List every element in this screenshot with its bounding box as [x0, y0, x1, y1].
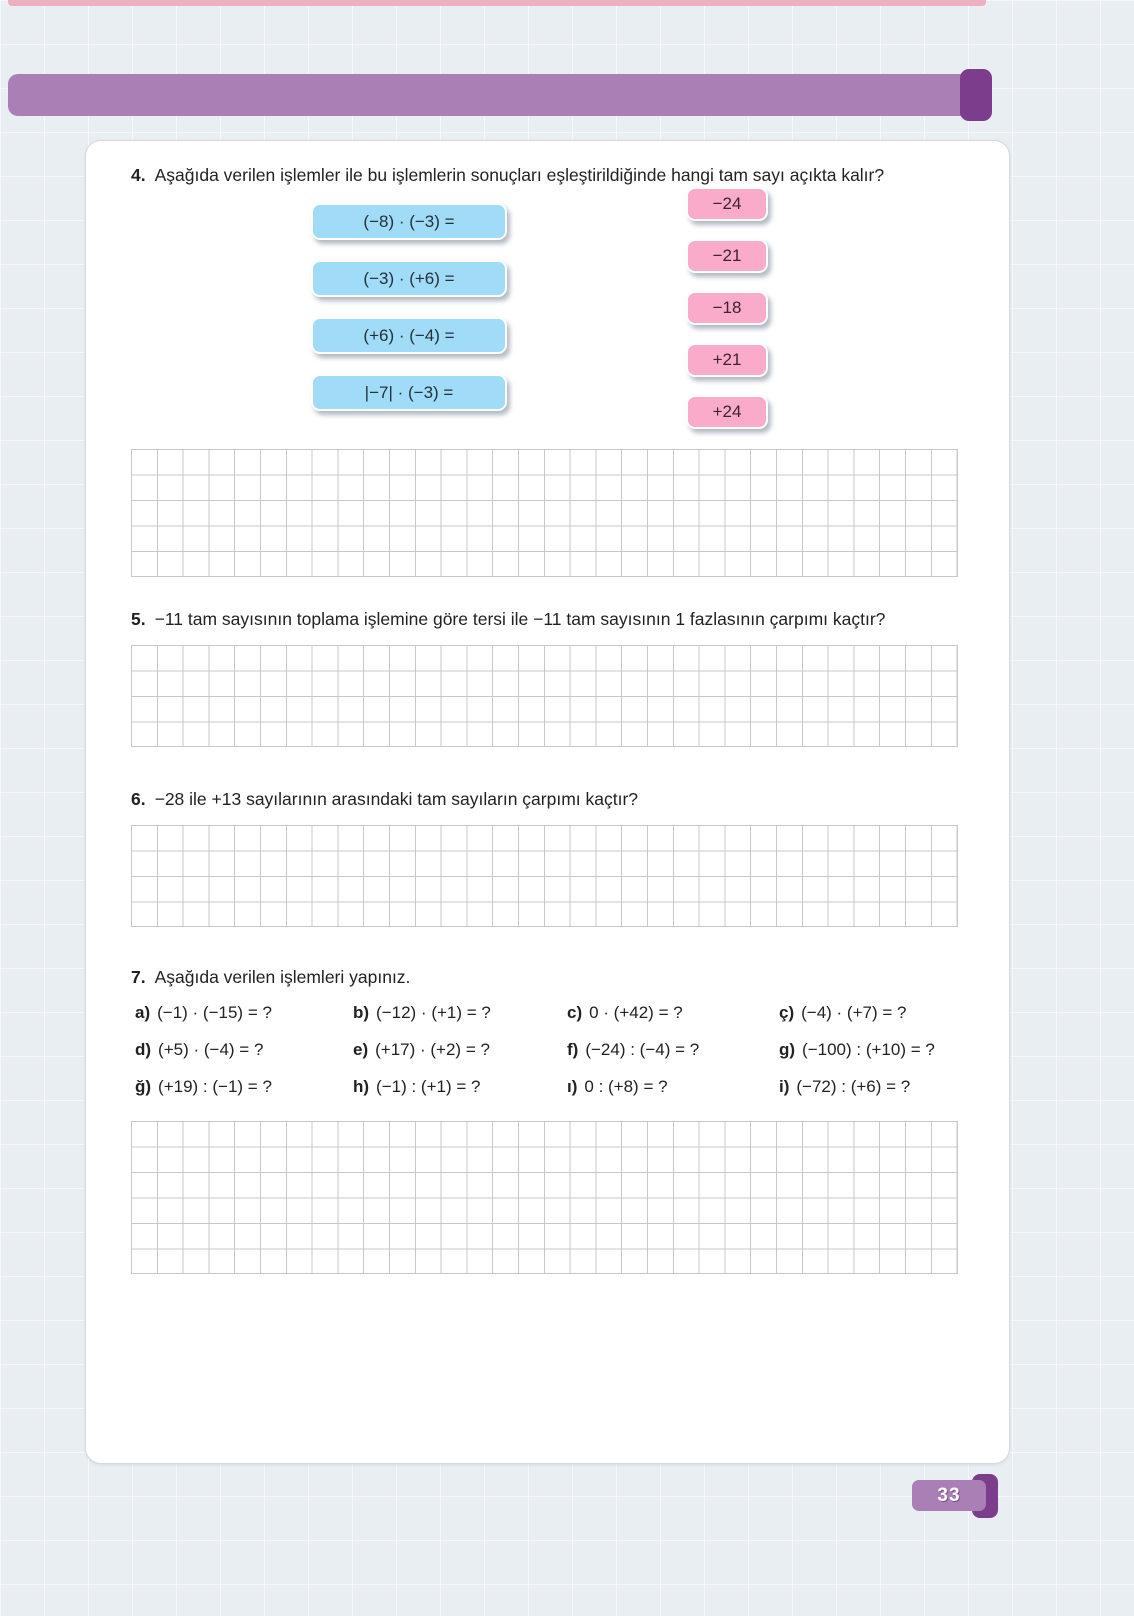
exercise-expression: (−72) : (+6) = ?	[796, 1077, 911, 1096]
result-box	[686, 343, 768, 377]
question-7-heading	[131, 965, 961, 989]
exercise-expression: (+19) : (−1) = ?	[158, 1077, 272, 1096]
result-text: −21	[712, 246, 742, 265]
question-7-text: Aşağıda verilen işlemleri yapınız.	[154, 967, 411, 987]
exercise-label: f)	[567, 1040, 579, 1059]
exercise-expression: 0 · (+42) = ?	[589, 1003, 683, 1022]
exercise-item	[567, 1001, 779, 1025]
result-text: +21	[712, 350, 742, 369]
exercise-item	[353, 1038, 567, 1062]
exercise-label: d)	[135, 1040, 152, 1059]
exercise-label: ı)	[567, 1077, 578, 1096]
page-number: 33	[937, 1484, 961, 1506]
operation-text: (−3) · (+6) =	[363, 268, 455, 288]
top-edge-strip	[8, 0, 986, 6]
exercise-expression: (−1) · (−15) = ?	[157, 1003, 272, 1022]
operation-text: (−8) · (−3) =	[363, 211, 455, 231]
result-box	[686, 239, 768, 273]
question-6-text: −28 ile +13 sayılarının arasındaki tam sayıların çarpımı kaçtır?	[154, 789, 639, 809]
operation-box	[311, 317, 507, 354]
exercise-expression: (−24) : (−4) = ?	[585, 1040, 700, 1059]
exercise-item	[779, 1038, 961, 1062]
exercise-item	[779, 1001, 961, 1025]
operation-text: (+6) · (−4) =	[363, 325, 455, 345]
header-bar	[8, 74, 986, 116]
question-5-heading	[131, 607, 961, 631]
result-text: −18	[712, 298, 742, 317]
exercise-expression: (−100) : (+10) = ?	[802, 1040, 935, 1059]
operation-box	[311, 203, 507, 240]
question-5-number: 5.	[131, 609, 146, 629]
exercise-label: ç)	[779, 1003, 795, 1022]
operation-box	[311, 374, 507, 411]
operation-text: |−7| · (−3) =	[364, 382, 454, 402]
exercise-list	[135, 1001, 961, 1099]
result-box	[686, 395, 768, 429]
exercise-expression: (+5) · (−4) = ?	[158, 1040, 264, 1059]
question-5-text: −11 tam sayısının toplama işlemine göre tersi ile −11 tam sayısının 1 fazlasının çarpımı kaçtır?	[154, 609, 886, 629]
result-text: −24	[712, 194, 742, 213]
exercise-expression: (−12) · (+1) = ?	[376, 1003, 491, 1022]
question-6-heading	[131, 787, 961, 811]
exercise-item	[135, 1075, 353, 1099]
answer-grid-q7	[131, 1121, 958, 1274]
exercise-item	[779, 1075, 961, 1099]
question-7-number: 7.	[131, 967, 146, 987]
question-4-text: Aşağıda verilen işlemler ile bu işlemlerin sonuçları eşleştirildiğinde hangi tam sayı açıkta kalır?	[154, 165, 885, 185]
page-number-badge	[912, 1480, 986, 1511]
worksheet-card	[85, 140, 1010, 1464]
exercise-label: a)	[135, 1003, 151, 1022]
exercise-item	[353, 1001, 567, 1025]
header-accent-tab	[960, 69, 992, 121]
question-4-number: 4.	[131, 165, 146, 185]
exercise-label: g)	[779, 1040, 796, 1059]
exercise-label: c)	[567, 1003, 583, 1022]
question-6-number: 6.	[131, 789, 146, 809]
exercise-item	[567, 1038, 779, 1062]
exercise-item	[353, 1075, 567, 1099]
exercise-item	[567, 1075, 779, 1099]
operation-box	[311, 260, 507, 297]
exercise-label: i)	[779, 1077, 790, 1096]
matching-area	[131, 187, 961, 435]
result-box	[686, 291, 768, 325]
answer-grid-q5	[131, 645, 958, 747]
exercise-expression: (+17) · (+2) = ?	[375, 1040, 490, 1059]
exercise-expression: 0 : (+8) = ?	[584, 1077, 668, 1096]
answer-grid-q4	[131, 449, 958, 577]
exercise-expression: (−4) · (+7) = ?	[801, 1003, 907, 1022]
exercise-expression: (−1) : (+1) = ?	[376, 1077, 481, 1096]
question-4-heading	[131, 163, 961, 187]
exercise-label: b)	[353, 1003, 370, 1022]
exercise-label: h)	[353, 1077, 370, 1096]
exercise-label: e)	[353, 1040, 369, 1059]
exercise-label: ğ)	[135, 1077, 152, 1096]
exercise-item	[135, 1001, 353, 1025]
result-text: +24	[712, 402, 742, 421]
answer-grid-q6	[131, 825, 958, 927]
result-box	[686, 187, 768, 221]
exercise-item	[135, 1038, 353, 1062]
